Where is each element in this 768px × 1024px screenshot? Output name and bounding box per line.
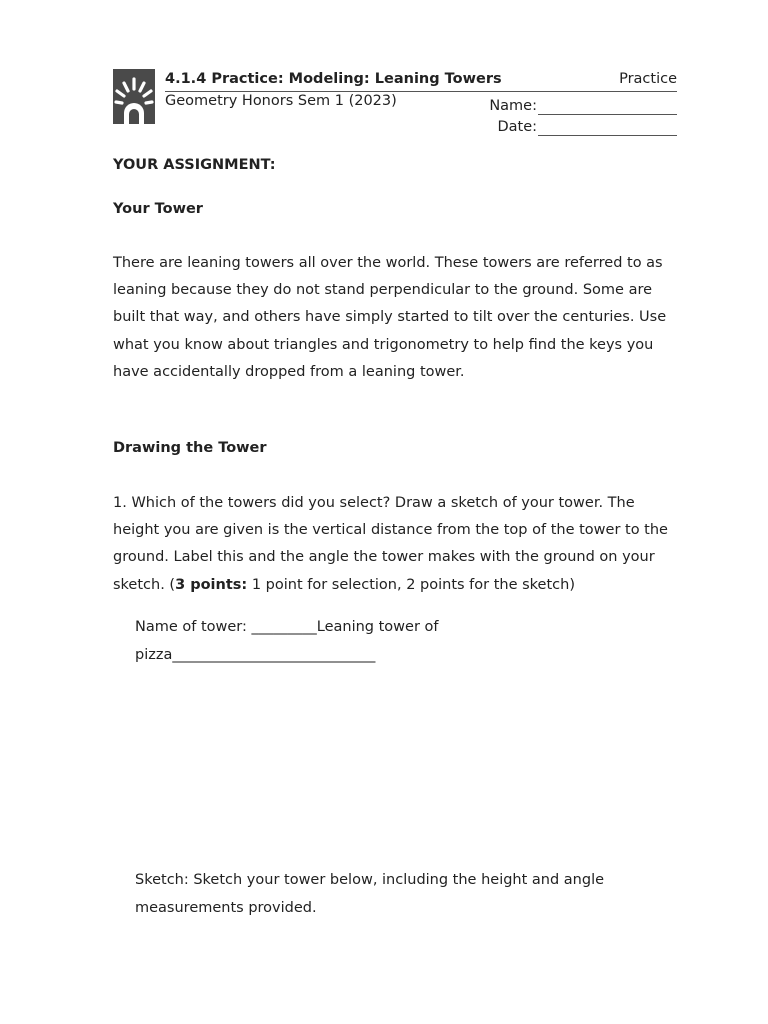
course-name: Geometry Honors Sem 1 (2023) — [165, 93, 397, 109]
tower-name-answer[interactable]: Name of tower: _________Leaning tower of pizza____________________________ — [135, 619, 439, 663]
date-line[interactable] — [538, 117, 677, 136]
your-tower-heading: Your Tower — [113, 201, 203, 217]
sketch-prompt: Sketch: Sketch your tower below, including the height and angle measurements provided. — [135, 872, 605, 916]
name-label: Name: — [489, 98, 537, 114]
document-type-label: Practice — [619, 71, 677, 87]
intro-paragraph: There are leaning towers all over the world. These towers are referred to as leaning because they do not stand perpendicular to the ground. Some are built that way, and others have simply started to tilt over the centuries. Use what you know about triangles and trigonometry to help find the keys you have accidentally dropped from a leaning tower. — [113, 255, 667, 380]
lightbulb-logo-icon — [113, 69, 155, 124]
assignment-title: 4.1.4 Practice: Modeling: Leaning Towers — [165, 71, 502, 87]
name-line[interactable] — [538, 96, 677, 115]
question-1 — [113, 490, 683, 599]
date-field[interactable] — [497, 116, 677, 136]
question-1-points-detail: 1 point for selection, 2 points for the sketch) — [247, 576, 575, 593]
question-1-text: 1. Which of the towers did you select? Draw a sketch of your tower. The height you are given is the vertical distance from the top of the tower to the ground. Label this and the angle the tower makes with the ground on your sketch. ( — [113, 495, 668, 593]
header-divider — [165, 91, 677, 92]
date-label: Date: — [497, 119, 537, 135]
drawing-tower-heading: Drawing the Tower — [113, 440, 267, 456]
assignment-heading: YOUR ASSIGNMENT: — [113, 157, 276, 173]
question-1-points: 3 points: — [175, 576, 248, 593]
name-field[interactable] — [489, 95, 677, 115]
